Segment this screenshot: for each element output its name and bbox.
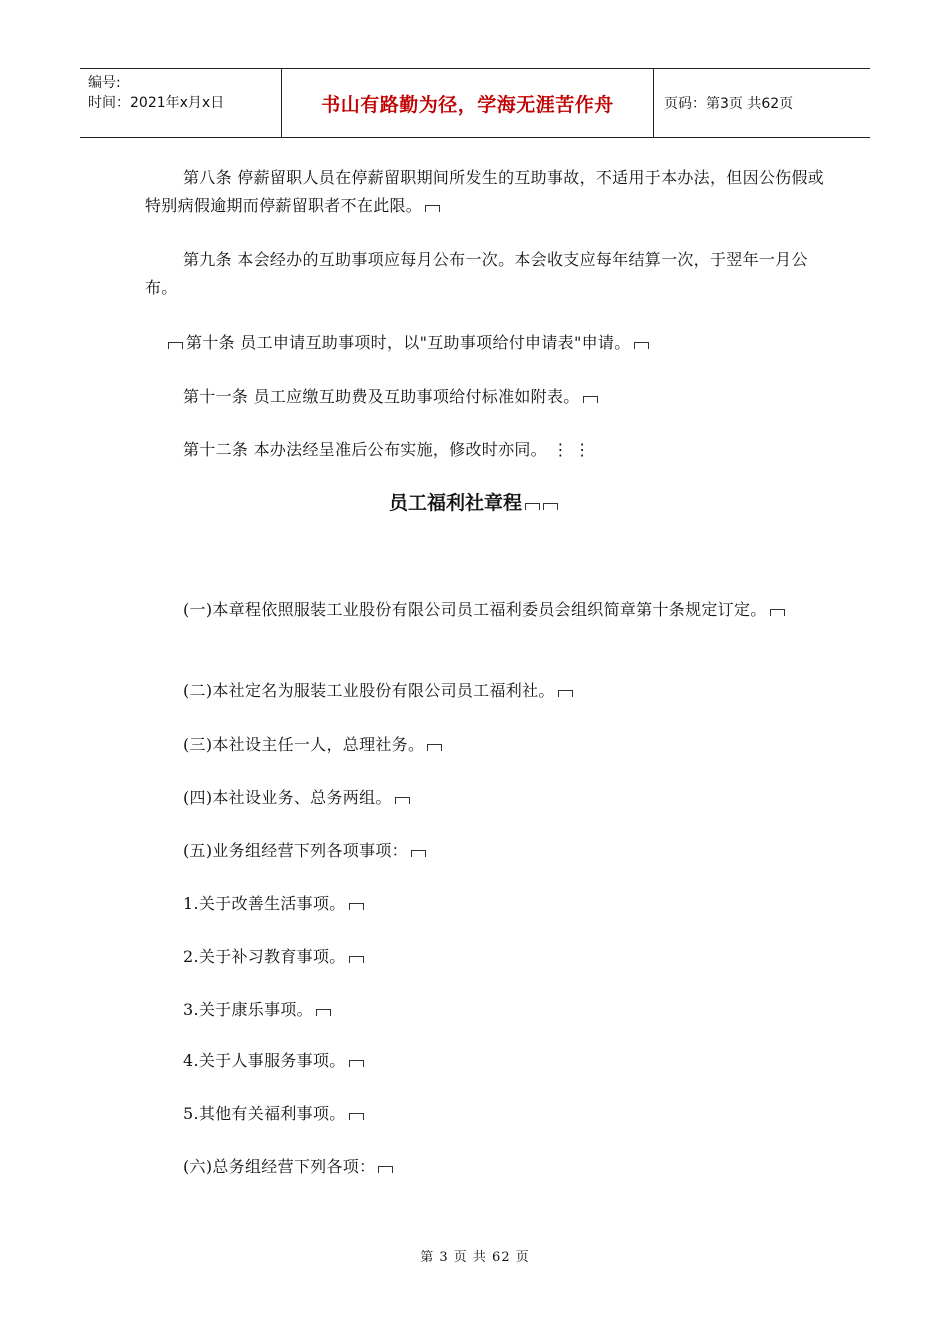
charter-subitem-3: 3.关于康乐事项。: [145, 995, 825, 1025]
paragraph-mark-icon: [425, 205, 440, 212]
paragraph-mark-icon: [316, 1009, 331, 1016]
charter-subitem-1: 1.关于改善生活事项。: [145, 889, 825, 919]
charter-item-3: (三)本社设主任一人，总理社务。: [145, 730, 825, 760]
paragraph-mark-icon: [349, 1113, 364, 1120]
paragraph-mark-icon: [378, 1166, 393, 1173]
charter-subitem-4: 4.关于人事服务事项。: [145, 1046, 825, 1076]
page-header: [80, 68, 870, 138]
paragraph-mark-icon: [395, 797, 410, 804]
paragraph-mark-icon: [634, 342, 649, 349]
document-number-label: 编号:: [88, 75, 121, 91]
article-12: 第十二条 本办法经呈准后公布实施，修改时亦同。 ⋮ ⋮: [183, 440, 591, 459]
paragraph-mark-icon: [411, 850, 426, 857]
charter-item-1: (一)本章程依照服装工业股份有限公司员工福利委员会组织简章第十条规定订定。: [145, 596, 825, 624]
article-11: 第十一条 员工应缴互助费及互助事项给付标准如附表。: [145, 382, 825, 412]
page-footer: 第 3 页 共 62 页: [420, 1250, 530, 1265]
article-8: 第八条 停薪留职人员在停薪留职期间所发生的互助事故，不适用于本办法，但因公伤假或特别病假逾期而停薪留职者不在此限。: [145, 168, 825, 215]
charter-item-2: (二)本社定名为服装工业股份有限公司员工福利社。: [145, 676, 825, 706]
paragraph-mark-icon: [427, 744, 442, 751]
paragraph-mark-icon: [349, 903, 364, 910]
paragraph-mark-icon: [558, 690, 573, 697]
paragraph-mark-icon: [349, 1060, 364, 1067]
article-12-tail: ⋮ ⋮: [552, 440, 591, 459]
charter-subitem-5: 5.其他有关福利事项。: [145, 1099, 825, 1129]
paragraph-mark-icon: [770, 609, 785, 616]
charter-subitem-2: 2.关于补习教育事项。: [145, 942, 825, 972]
article-9: 第九条 本会经办的互助事项应每月公布一次。本会收支应每年结算一次，于翌年一月公布。: [145, 250, 808, 297]
header-meta: [80, 69, 282, 137]
paragraph-mark-icon: [583, 396, 598, 403]
header-page-info: 页码：第3页 共62页: [664, 96, 794, 112]
charter-item-6: (六)总务组经营下列各项：: [145, 1152, 825, 1182]
article-10: 第十条 员工申请互助事项时，以"互助事项给付申请表"申请。: [165, 328, 845, 358]
document-time-label: 时间：2021年x月x日: [88, 95, 225, 111]
paragraph-mark-icon: [349, 956, 364, 963]
charter-item-5: (五)业务组经营下列各项事项：: [145, 836, 825, 866]
paragraph-mark-icon: [168, 342, 183, 349]
paragraph-mark-icon: [543, 503, 558, 510]
header-motto: 书山有路勤为径，学海无涯苦作舟: [282, 69, 654, 137]
paragraph-mark-icon: [525, 503, 540, 510]
charter-item-4: (四)本社设业务、总务两组。: [145, 783, 825, 813]
section-title: 员工福利社章程: [0, 488, 950, 515]
